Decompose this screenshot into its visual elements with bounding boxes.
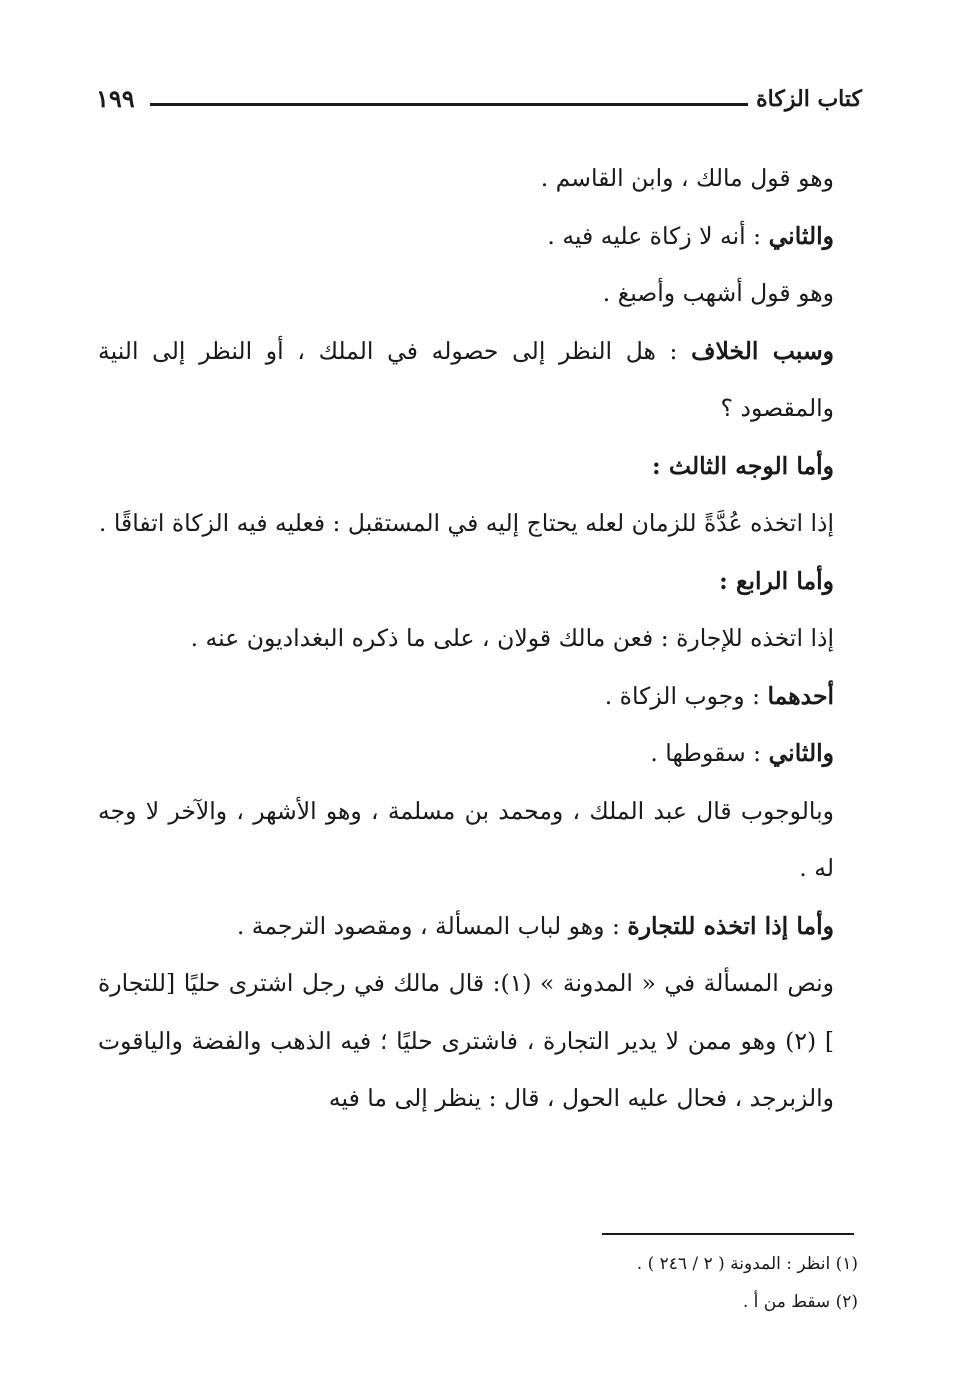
section-heading: وأما الرابع :: [719, 566, 834, 595]
footnote: (٢) سقط من أ .: [742, 1292, 858, 1312]
paragraph: إذا اتخذه عُدَّةً للزمان لعله يحتاج إليه في المستقبل : فعليه فيه الزكاة اتفاقًا .: [98, 509, 834, 537]
page-number: ١٩٩: [96, 84, 135, 113]
paragraph: وهو قول مالك ، وابن القاسم .: [540, 164, 834, 192]
paragraph: [98, 208, 860, 266]
paragraph: [98, 668, 860, 726]
paragraph-text: : هل النظر إلى حصوله في الملك ، أو النظر إلى النية والمقصود ؟: [98, 336, 834, 422]
paragraph: وبالوجوب قال عبد الملك ، ومحمد بن مسلمة ، وهو الأشهر ، والآخر لا وجه له .: [98, 796, 834, 882]
paragraph: [98, 323, 860, 438]
paragraph: إذا اتخذه للإجارة : فعن مالك قولان ، على ما ذكره البغداديون عنه .: [190, 624, 834, 652]
footnote: (١) انظر : المدونة ( ٢ / ٢٤٦ ) .: [636, 1254, 858, 1274]
running-title: كتاب الزكاة: [756, 86, 862, 112]
paragraph-lead: والثاني: [768, 221, 834, 250]
paragraph-text: : وجوب الزكاة .: [604, 681, 768, 710]
paragraph-text: : أنه لا زكاة عليه فيه .: [547, 221, 769, 250]
paragraph-text: : وهو لباب المسألة ، ومقصود الترجمة .: [236, 911, 628, 940]
paragraph: ونص المسألة في « المدونة » (١): قال مالك في رجل اشترى حليًا [للتجارة ] (٢) وهو ممن لا يدير التجارة ، فاشترى حليًا ؛ فيه الذهب والفضة والياقوت والزبرجد ، فحال عليه الحول ، قال : ينظر إلى ما فيه: [98, 969, 834, 1112]
footnote-rule: [602, 1233, 854, 1235]
body-text: [98, 150, 860, 1128]
paragraph: [98, 725, 860, 783]
footnotes: [358, 1245, 858, 1321]
header-rule: [150, 103, 748, 106]
paragraph-lead: وسبب الخلاف: [691, 336, 834, 365]
paragraph-text: : سقوطها .: [650, 739, 769, 767]
paragraph: وهو قول أشهب وأصبغ .: [602, 279, 834, 307]
paragraph-lead: وأما إذا اتخذه للتجارة: [627, 911, 834, 940]
paragraph: [98, 898, 860, 956]
paragraph-lead: والثاني: [768, 739, 834, 767]
section-heading: وأما الوجه الثالث :: [652, 451, 834, 480]
paragraph-lead: أحدهما: [767, 681, 834, 710]
